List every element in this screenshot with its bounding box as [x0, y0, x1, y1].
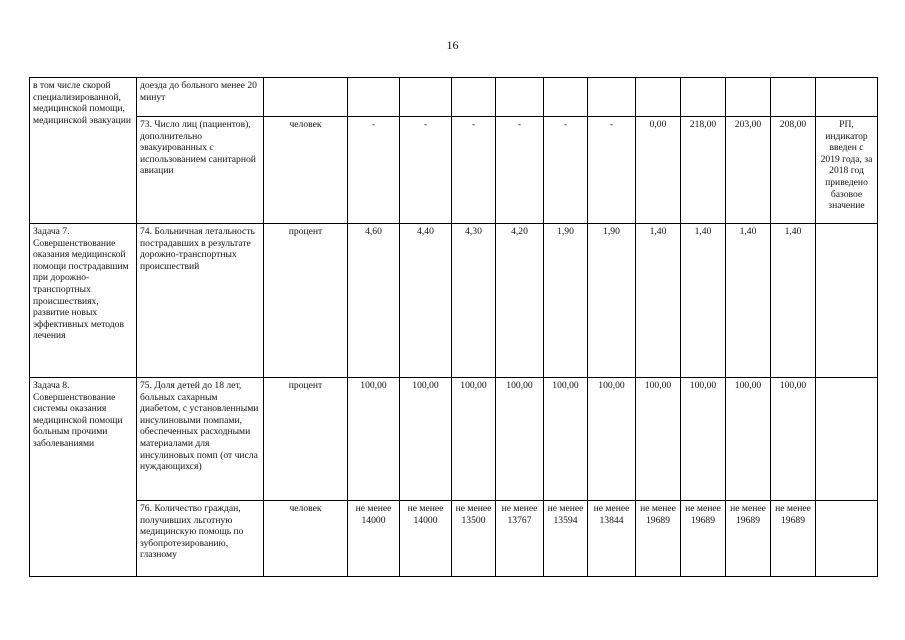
- page-number: 16: [446, 38, 459, 52]
- value-cell: 1,90: [544, 224, 588, 378]
- value-cell: [400, 78, 452, 117]
- unit-cell: человек: [264, 501, 348, 577]
- task-cell: Задача 8. Совершенствование системы оказания медицинской помощи больным прочими заболеваниями: [30, 378, 137, 577]
- value-cell: 100,00: [400, 378, 452, 501]
- value-cell: 100,00: [348, 378, 400, 501]
- value-cell: 100,00: [452, 378, 496, 501]
- value-cell: не менее 13844: [588, 501, 636, 577]
- value-cell: [726, 78, 771, 117]
- note-cell: [816, 378, 878, 501]
- value-cell: [452, 78, 496, 117]
- value-cell: -: [348, 117, 400, 224]
- note-cell: [816, 224, 878, 378]
- unit-cell: человек: [264, 117, 348, 224]
- value-cell: 1,90: [588, 224, 636, 378]
- table-row: [30, 501, 878, 577]
- value-cell: 4,20: [496, 224, 544, 378]
- value-cell: [681, 78, 726, 117]
- value-cell: не менее 19689: [636, 501, 681, 577]
- value-cell: [588, 78, 636, 117]
- value-cell: 100,00: [588, 378, 636, 501]
- value-cell: -: [544, 117, 588, 224]
- indicator-cell: 76. Количество граждан, получивших льготную медицинскую помощь по зубопротезированию, глазному: [137, 501, 264, 577]
- value-cell: [636, 78, 681, 117]
- unit-cell: процент: [264, 224, 348, 378]
- value-cell: [771, 78, 816, 117]
- indicator-cell: доезда до больного менее 20 минут: [137, 78, 264, 117]
- value-cell: 1,40: [681, 224, 726, 378]
- value-cell: -: [400, 117, 452, 224]
- indicators-table: [29, 77, 878, 577]
- table-row: [30, 117, 878, 224]
- value-cell: 100,00: [681, 378, 726, 501]
- table-row: [30, 78, 878, 117]
- value-cell: 4,30: [452, 224, 496, 378]
- value-cell: не менее 19689: [726, 501, 771, 577]
- value-cell: 203,00: [726, 117, 771, 224]
- value-cell: не менее 13594: [544, 501, 588, 577]
- value-cell: 1,40: [636, 224, 681, 378]
- indicator-cell: 75. Доля детей до 18 лет, больных сахарным диабетом, с установленными инсулиновыми помпами, обеспеченных расходными материалами для инсулиновых помп (от числа нуждающихся): [137, 378, 264, 501]
- value-cell: не менее 19689: [681, 501, 726, 577]
- value-cell: 208,00: [771, 117, 816, 224]
- value-cell: 100,00: [496, 378, 544, 501]
- value-cell: 4,40: [400, 224, 452, 378]
- value-cell: -: [588, 117, 636, 224]
- value-cell: 1,40: [726, 224, 771, 378]
- value-cell: [348, 78, 400, 117]
- value-cell: 0,00: [636, 117, 681, 224]
- value-cell: 1,40: [771, 224, 816, 378]
- note-cell: [816, 78, 878, 117]
- indicator-cell: 74. Больничная летальность пострадавших в результате дорожно-транспортных происшествий: [137, 224, 264, 378]
- value-cell: 100,00: [636, 378, 681, 501]
- note-cell: [816, 501, 878, 577]
- value-cell: 100,00: [726, 378, 771, 501]
- value-cell: [544, 78, 588, 117]
- value-cell: не менее 13500: [452, 501, 496, 577]
- value-cell: 218,00: [681, 117, 726, 224]
- value-cell: 100,00: [544, 378, 588, 501]
- note-cell: РП, индикатор введен с 2019 года, за 2018 год приведено базовое значение: [816, 117, 878, 224]
- value-cell: не менее 14000: [348, 501, 400, 577]
- unit-cell: [264, 78, 348, 117]
- task-cell: Задача 7. Совершенствование оказания медицинской помощи пострадавшим при дорожно-транспортных происшествиях, развитие новых эффективных методов лечения: [30, 224, 137, 378]
- table-row: [30, 224, 878, 378]
- value-cell: -: [496, 117, 544, 224]
- value-cell: не менее 19689: [771, 501, 816, 577]
- table-row: [30, 378, 878, 501]
- indicator-cell: 73. Число лиц (пациентов), дополнительно эвакуированных с использованием санитарной авиации: [137, 117, 264, 224]
- value-cell: 100,00: [771, 378, 816, 501]
- value-cell: [496, 78, 544, 117]
- value-cell: -: [452, 117, 496, 224]
- unit-cell: процент: [264, 378, 348, 501]
- value-cell: не менее 14000: [400, 501, 452, 577]
- value-cell: 4,60: [348, 224, 400, 378]
- task-cell: в том числе скорой специализированной, медицинской помощи, медицинской эвакуации: [30, 78, 137, 224]
- value-cell: не менее 13767: [496, 501, 544, 577]
